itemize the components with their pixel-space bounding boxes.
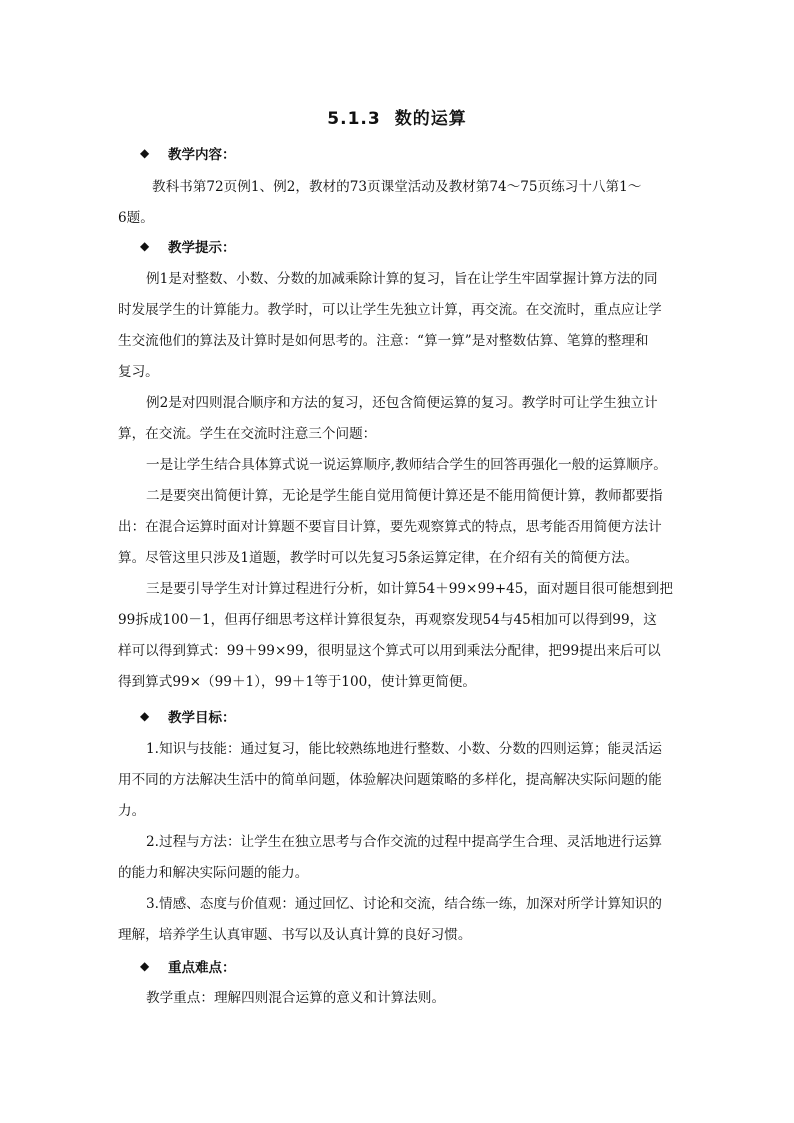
- paragraph-line: 得到算式99×（99＋1），99＋1等于100，使计算更简便。: [118, 674, 477, 690]
- diamond-bullet-icon: ◆: [140, 239, 150, 253]
- paragraph-line: 6题。: [118, 210, 154, 226]
- section-heading-content: [140, 143, 236, 163]
- paragraph-line: 出：在混合运算时面对计算题不要盲目计算，要先观察算式的特点，思考能否用简便方法计: [118, 519, 662, 535]
- paragraph-line: 力。: [118, 803, 146, 819]
- section-heading-label: 重点难点：: [168, 960, 236, 976]
- section-heading-goals: [140, 706, 236, 726]
- section-heading-label: 教学提示：: [168, 240, 236, 256]
- paragraph-line: 1.知识与技能：通过复习，能比较熟练地进行整数、小数、分数的四则运算；能灵活运: [146, 741, 662, 757]
- paragraph-line: 教学重点：理解四则混合运算的意义和计算法则。: [146, 990, 446, 1006]
- paragraph-line: 理解，培养学生认真审题、书写以及认真计算的良好习惯。: [118, 927, 472, 943]
- paragraph-line: 一是让学生结合具体算式说一说运算顺序,教师结合学生的回答再强化一般的运算顺序。: [146, 457, 667, 473]
- diamond-bullet-icon: ◆: [140, 959, 150, 973]
- section-heading-hints: [140, 236, 236, 256]
- paragraph-line: 算。尽管这里只涉及1道题，教学时可以先复习5条运算定律，在介绍有关的简便方法。: [118, 550, 639, 566]
- paragraph-line: 样可以得到算式：99＋99×99，很明显这个算式可以用到乘法分配律，把99提出来后可以: [118, 643, 661, 659]
- section-heading-label: 教学目标：: [168, 710, 236, 726]
- page-title: [0, 104, 794, 129]
- paragraph-line: 的能力和解决实际问题的能力。: [118, 865, 309, 881]
- section-heading-key-points: [140, 956, 236, 976]
- diamond-bullet-icon: ◆: [140, 709, 150, 723]
- paragraph-line: 时发展学生的计算能力。教学时，可以让学生先独立计算，再交流。在交流时，重点应让学: [118, 302, 662, 318]
- title-text: 数的运算: [394, 109, 467, 129]
- paragraph-line: 例1是对整数、小数、分数的加减乘除计算的复习，旨在让学生牢固掌握计算方法的同: [146, 271, 658, 287]
- paragraph-line: 算，在交流。学生在交流时注意三个问题：: [118, 426, 377, 442]
- paragraph-line: 3.情感、态度与价值观：通过回忆、讨论和交流，结合练一练，加深对所学计算知识的: [146, 896, 662, 912]
- paragraph-line: 教科书第72页例1、例2，教材的73页课堂活动及教材第74～75页练习十八第1～: [152, 179, 642, 195]
- paragraph-line: 99拆成100－1，但再仔细思考这样计算很复杂，再观察发现54与45相加可以得到99，这: [118, 612, 657, 628]
- paragraph-line: 三是要引导学生对计算过程进行分析，如计算54＋99×99+45，面对题目很可能想到把: [146, 581, 673, 597]
- title-number: 5.1.3: [327, 109, 381, 129]
- paragraph-line: 生交流他们的算法及计算时是如何思考的。注意：“算一算”是对整数估算、笔算的整理和: [118, 333, 649, 349]
- section-heading-label: 教学内容：: [168, 147, 236, 163]
- paragraph-line: 复习。: [118, 364, 159, 380]
- diamond-bullet-icon: ◆: [140, 146, 150, 160]
- paragraph-line: 用不同的方法解决生活中的简单问题，体验解决问题策略的多样化，提高解决实际问题的能: [118, 772, 662, 788]
- paragraph-line: 2.过程与方法：让学生在独立思考与合作交流的过程中提高学生合理、灵活地进行运算: [146, 834, 662, 850]
- paragraph-line: 例2是对四则混合顺序和方法的复习，还包含简便运算的复习。教学时可让学生独立计: [146, 395, 658, 411]
- paragraph-line: 二是要突出简便计算，无论是学生能自觉用简便计算还是不能用简便计算，教师都要指: [146, 488, 663, 504]
